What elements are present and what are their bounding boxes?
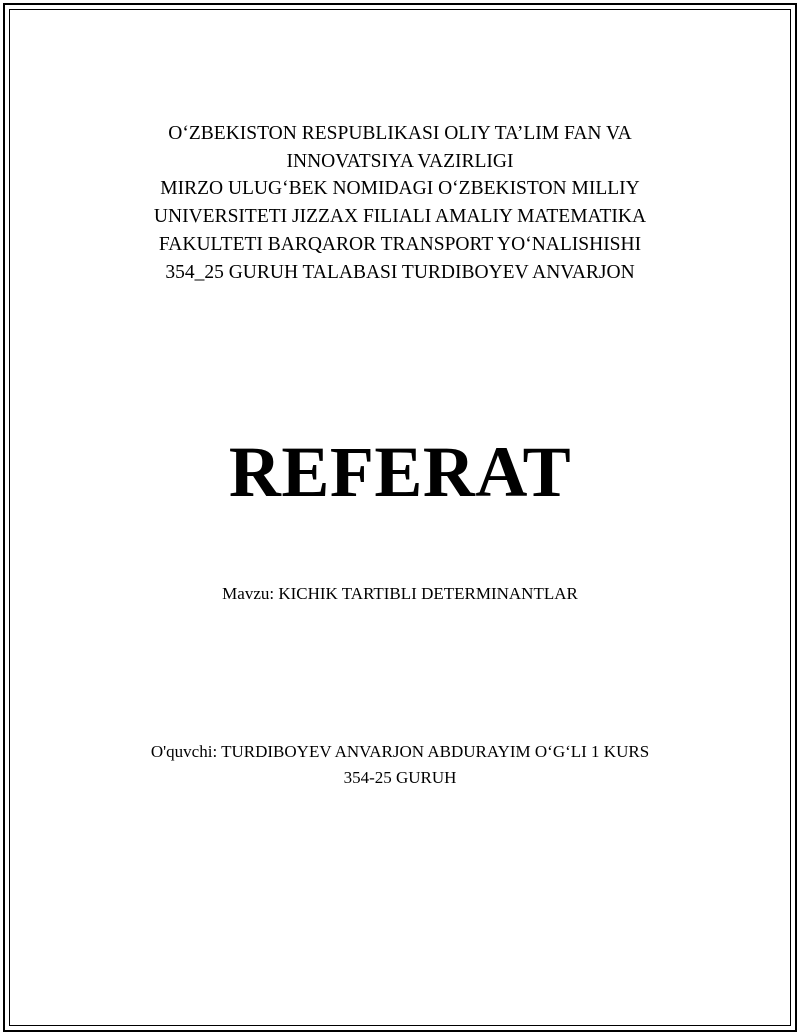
topic-line: Mavzu: KICHIK TARTIBLI DETERMINANTLAR	[222, 584, 578, 603]
header-line: MIRZO ULUG‘BEK NOMIDAGI O‘ZBEKISTON MILLIY	[160, 178, 640, 200]
header-line: O‘ZBEKISTON RESPUBLIKASI OLIY TA’LIM FAN VA	[168, 123, 632, 144]
student-group-line: 354-25 GURUH	[343, 768, 457, 787]
institution-header	[0, 120, 800, 286]
header-line: INNOVATSIYA VAZIRLIGI	[286, 150, 514, 172]
header-line: FAKULTETI BARQAROR TRANSPORT YO‘NALISHISHI	[158, 233, 642, 255]
header-line: 354_25 GURUH TALABASI TURDIBOYEV ANVARJON	[165, 261, 635, 283]
student-line: O'quvchi: TURDIBOYEV ANVARJON ABDURAYIM O‘G‘LI 1 KURS	[150, 742, 650, 761]
document-title: REFERAT	[228, 432, 572, 512]
student-info	[0, 739, 800, 791]
header-line: UNIVERSITETI JIZZAX FILIALI AMALIY MATEMATIKA	[153, 206, 647, 228]
